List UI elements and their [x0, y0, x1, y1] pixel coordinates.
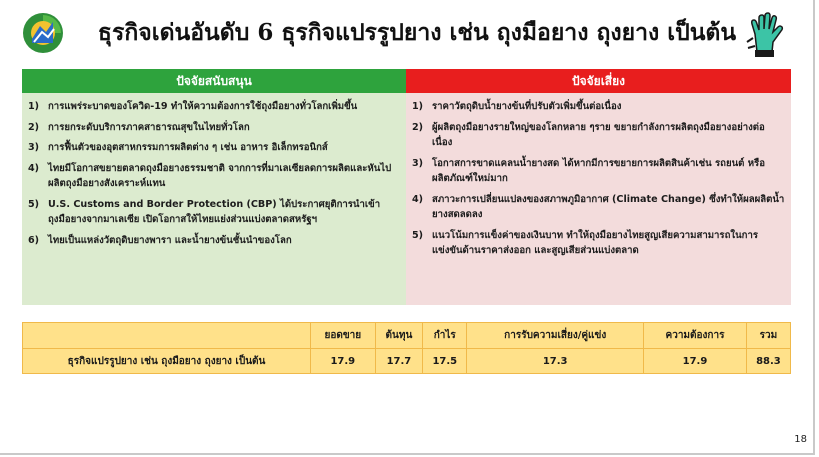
list-item: [412, 228, 785, 259]
table-header-cell: รวม: [746, 323, 790, 349]
item-text: สภาวะการเปลี่ยนแปลงของสภาพภูมิอากาศ (Climate Change) ซึ่งทำให้ผลผลิตน้ำยางสดลดลง: [432, 193, 785, 220]
list-item: [412, 192, 785, 223]
list-item: [28, 161, 400, 192]
item-number: 4): [28, 162, 40, 174]
item-number: 5): [412, 229, 424, 241]
risk-list: [406, 93, 791, 264]
rubber-glove-icon: [745, 12, 785, 58]
item-text: ไทยมีโอกาสขยายตลาดถุงมือยางธรรมชาติ จากการที่มาเลเซียลดการผลิตและหันไปผลิตถุงมือยางสังเคราะห์แทน: [48, 162, 392, 189]
item-text: ผู้ผลิตถุงมือยางรายใหญ่ของโลกหลาย ๆราย ขยายกำลังการผลิตถุงมือยางอย่างต่อเนื่อง: [432, 121, 765, 148]
score-table: [22, 322, 791, 374]
list-item: [412, 120, 785, 151]
table-header-row: [23, 323, 791, 349]
item-text: U.S. Customs and Border Protection (CBP) ได้ประกาศยุติการนำเข้าถุงมือยางจากมาเลเซีย เปิดโอกาสให้ไทยแย่งส่วนแบ่งตลาดสหรัฐฯ: [48, 198, 381, 225]
list-item: [28, 140, 400, 156]
support-heading: ปัจจัยสนับสนุน: [22, 69, 406, 93]
table-header-cell: [23, 323, 311, 349]
table-header-cell: ต้นทุน: [375, 323, 423, 349]
table-cell: 17.9: [311, 349, 376, 374]
table-cell: 17.7: [375, 349, 423, 374]
list-item: [412, 156, 785, 187]
item-number: 4): [412, 193, 424, 205]
item-number: 1): [28, 101, 40, 112]
item-number: 5): [28, 198, 40, 210]
item-text: ราคาวัตถุดิบน้ำยางข้นที่ปรับตัวเพิ่มขึ้นต่อเนื่อง: [432, 101, 622, 112]
logo-icon: [22, 12, 64, 54]
factors-panel: [22, 69, 791, 305]
item-number: 1): [412, 101, 424, 112]
table-row: [23, 349, 791, 374]
table-header-cell: ยอดขาย: [311, 323, 376, 349]
list-item: [412, 99, 785, 115]
table-header-cell: การรับความเสี่ยง/คู่แข่ง: [467, 323, 644, 349]
item-number: 2): [412, 121, 424, 133]
list-item: [28, 197, 400, 228]
table-cell: 17.3: [467, 349, 644, 374]
support-factors: [22, 69, 406, 305]
table-header-cell: กำไร: [423, 323, 467, 349]
item-text: การแพร่ระบาดของโควิด-19 ทำให้ความต้องการใช้ถุงมือยางทั่วโลกเพิ่มขึ้น: [48, 101, 358, 112]
item-number: 2): [28, 121, 40, 133]
table-header-cell: ความต้องการ: [644, 323, 747, 349]
item-text: แนวโน้มการแข็งค่าของเงินบาท ทำให้ถุงมือยางไทยสูญเสียความสามารถในการแข่งขันด้านราคาส่งออก และสูญเสียส่วนแบ่งตลาด: [432, 229, 758, 256]
list-item: [28, 120, 400, 136]
item-number: 3): [412, 157, 424, 169]
item-text: การฟื้นตัวของอุตสาหกรรมการผลิตต่าง ๆ เช่น อาหาร อิเล็กทรอนิกส์: [48, 142, 328, 153]
item-text: โอกาสการขาดแคลนน้ำยางสด ได้หากมีการขยายการผลิตสินค้าเช่น รถยนต์ หรือผลิตภัณฑ์ใหม่มาก: [432, 157, 765, 184]
table-cell: 17.5: [423, 349, 467, 374]
page-title: ธุรกิจเด่นอันดับ 6 ธุรกิจแปรรูปยาง เช่น ถุงมือยาง ถุงยาง เป็นต้น: [97, 19, 737, 46]
table-cell: ธุรกิจแปรรูปยาง เช่น ถุงมือยาง ถุงยาง เป็นต้น: [23, 349, 311, 374]
item-text: การยกระดับบริการภาคสาธารณสุขในไทยทั่วโลก: [48, 121, 250, 133]
list-item: [28, 233, 400, 249]
support-list: [22, 93, 406, 253]
item-number: 3): [28, 142, 40, 153]
item-text: ไทยเป็นแหล่งวัตถุดิบยางพารา และน้ำยางข้นชั้นนำของโลก: [48, 234, 292, 246]
risk-heading: ปัจจัยเสี่ยง: [406, 69, 791, 93]
item-number: 6): [28, 234, 40, 246]
table-cell: 88.3: [746, 349, 790, 374]
table-cell: 17.9: [644, 349, 747, 374]
list-item: [28, 99, 400, 115]
risk-factors: [406, 69, 791, 305]
page-number: 18: [794, 434, 807, 445]
